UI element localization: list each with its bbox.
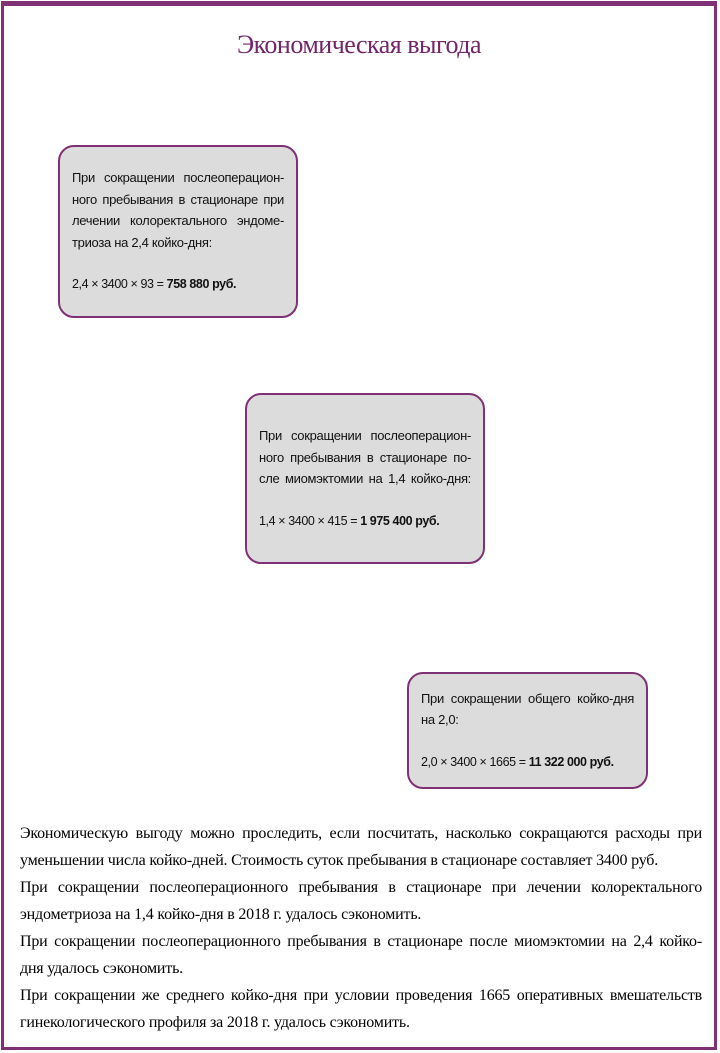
box-formula	[259, 511, 471, 533]
summary-line: При сокращении послеоперационного пребывания в стационаре при лечении колоректального	[20, 879, 702, 896]
box-text-line: При сокращении общего койко-дня	[421, 690, 634, 706]
box-text-line: сле миомэктомии на 1,4 койко-дня:	[259, 471, 471, 486]
summary-text	[20, 820, 702, 1036]
summary-line: эндометриоза на 1,4 койко-дня в 2018 г. удалось сэкономить.	[20, 906, 422, 923]
spacer	[259, 490, 471, 511]
formula-expression: 2,0 × 3400 × 1665 =	[421, 754, 529, 769]
page-frame	[1, 1, 717, 1050]
box-formula	[72, 274, 284, 296]
benefit-box-myomectomy	[245, 393, 485, 564]
box-text-line: лечении колоректального эндоме-	[72, 213, 284, 229]
formula-expression: 2,4 × 3400 × 93 =	[72, 277, 167, 292]
box-text-line: ного пребывания в стационаре при	[72, 191, 284, 207]
box-text-line: на 2,0:	[421, 712, 459, 728]
summary-line: уменьшении числа койко-дней. Стоимость суток пребывания в стационаре составляет 3400 руб.	[20, 852, 659, 869]
benefit-box-colorectal-endometriosis	[58, 145, 298, 318]
box-formula	[421, 752, 634, 774]
box-text-line: триоза на 2,4 койко-дня:	[72, 234, 212, 250]
spacer	[421, 731, 634, 752]
box-text-line: При сокращении послеоперацион-	[259, 428, 471, 443]
summary-line: При сокращении же среднего койко-дня при условии проведения 1665 оперативных вмешательств	[20, 987, 702, 1004]
formula-result: 758 880 руб.	[166, 277, 237, 292]
formula-result: 1 975 400 руб.	[360, 513, 440, 528]
box-text-line: ного пребывания в стационаре по-	[259, 449, 471, 465]
box-text-line: При сокращении послеоперацион-	[72, 170, 284, 186]
summary-line: дня удалось сэкономить.	[20, 960, 183, 977]
formula-result: 11 322 000 руб.	[528, 754, 614, 769]
benefit-box-total-bed-days	[407, 672, 648, 789]
summary-line: При сокращении послеоперационного пребывания в стационаре после миомэктомии на 2,4 койко-	[20, 933, 702, 950]
formula-expression: 1,4 × 3400 × 415 =	[259, 513, 361, 528]
summary-line: гинекологического профиля за 2018 г. удалось сэкономить.	[20, 1014, 410, 1031]
summary-line: Экономическую выгоду можно проследить, если посчитать, насколько сокращаются расходы при	[20, 825, 702, 842]
spacer	[72, 253, 284, 274]
page-title: Экономическая выгода	[236, 30, 482, 59]
